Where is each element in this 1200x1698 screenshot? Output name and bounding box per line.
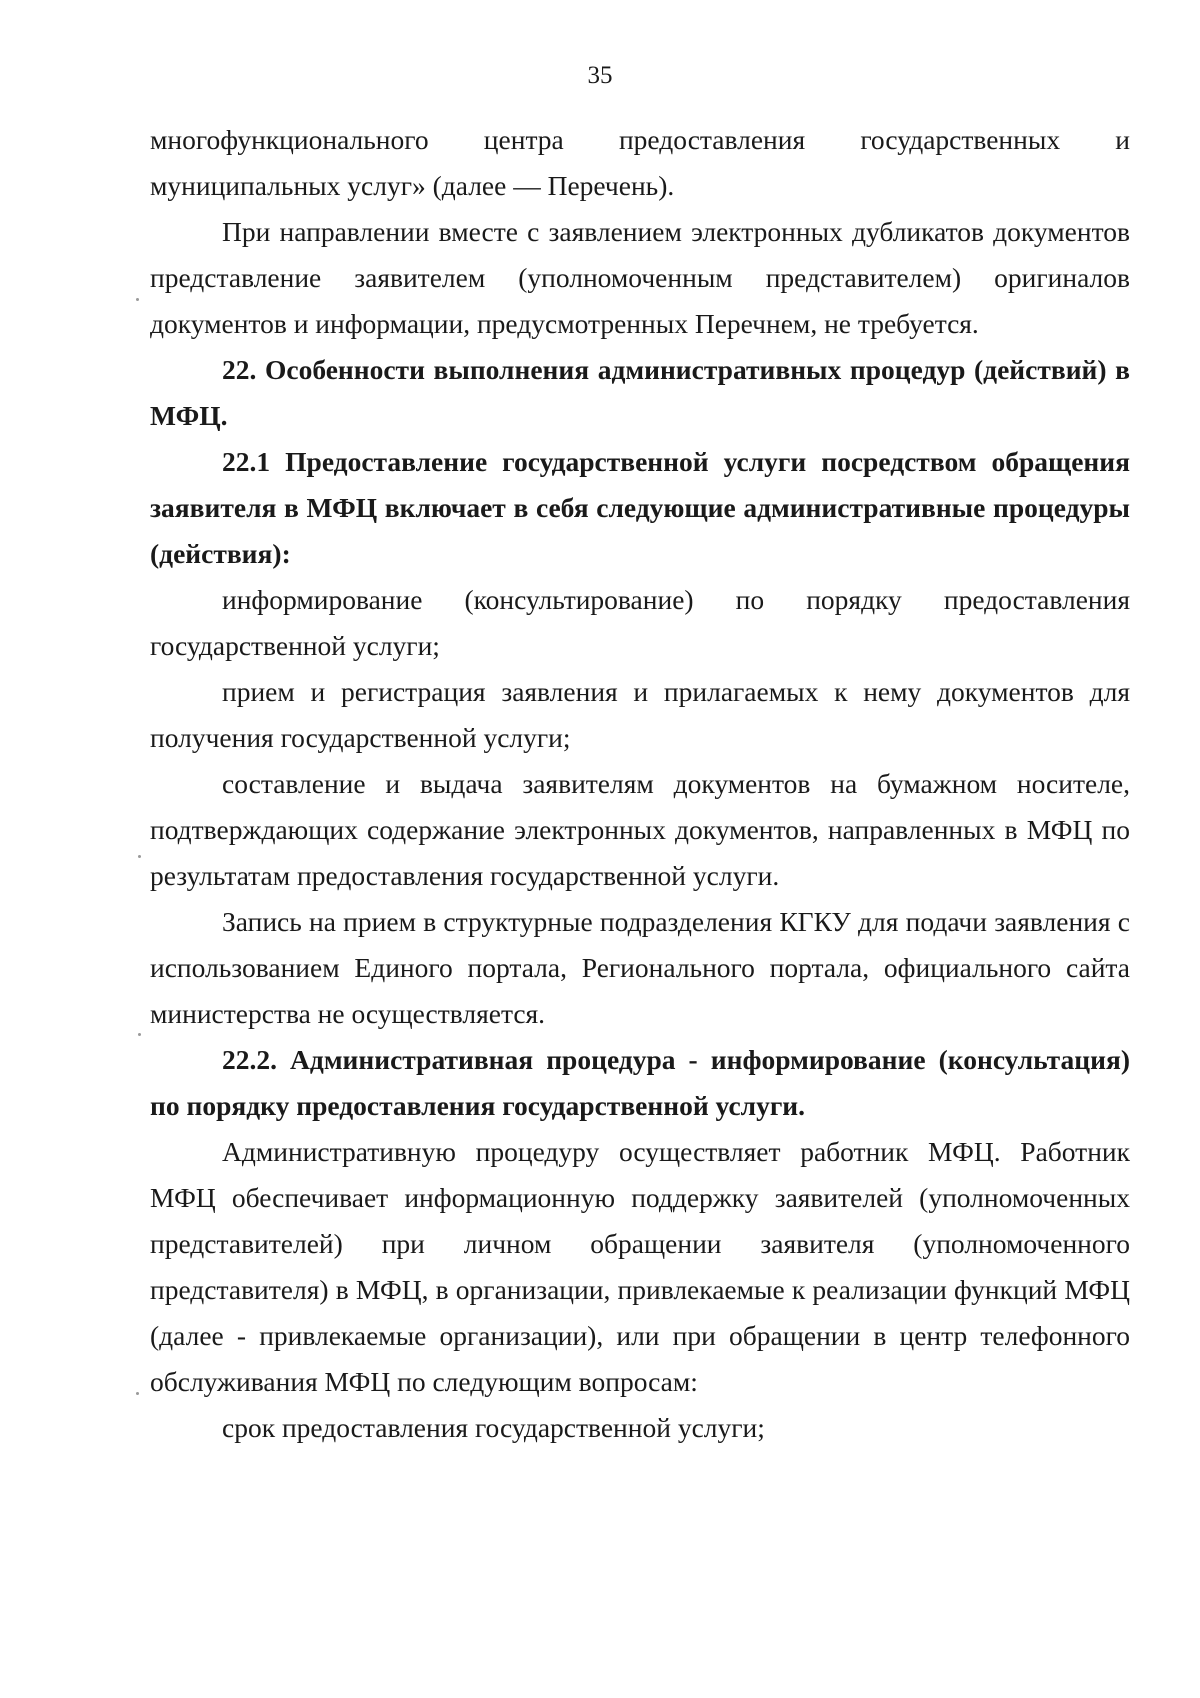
scan-speck bbox=[136, 298, 139, 301]
scan-speck bbox=[136, 1392, 139, 1395]
list-item-term: срок предоставления государственной услуги; bbox=[222, 1412, 765, 1443]
paragraph-procedure: Административную процедуру осуществляет работник МФЦ. Работник МФЦ обеспечивает информационную поддержку заявителей (уполномоченных представителей) при личном обращении заявителя (уполномоченного представителя) в МФЦ, в организации, привлекаемые к реализации функций МФЦ (далее - привлекаемые организации), или при обращении в центр телефонного обслуживания МФЦ по следующим вопросам: bbox=[150, 1136, 1130, 1397]
section-heading-22-2: 22.2. Административная процедура - информирование (консультация) по порядку предоставления государственной услуги. bbox=[150, 1044, 1130, 1121]
paragraph-continuation: многофункционального центра предоставления государственных и муниципальных услуг» (далее — Перечень). bbox=[150, 124, 1130, 201]
paragraph-appointment: Запись на прием в структурные подразделения КГКУ для подачи заявления с использованием Единого портала, Регионального портала, официального сайта министерства не осуществляется. bbox=[150, 906, 1130, 1029]
page-number: 35 bbox=[587, 62, 613, 89]
list-item-reception: прием и регистрация заявления и прилагаемых к нему документов для получения государственной услуги; bbox=[150, 676, 1130, 753]
paragraph-duplicates: При направлении вместе с заявлением электронных дубликатов документов представление заявителем (уполномоченным представителем) оригиналов документов и информации, предусмотренных Перечнем, не требуется. bbox=[150, 216, 1130, 339]
list-item-informing: информирование (консультирование) по порядку предоставления государственной услуги; bbox=[150, 584, 1130, 661]
section-heading-22-1: 22.1 Предоставление государственной услуги посредством обращения заявителя в МФЦ включает в себя следующие административные процедуры (действия): bbox=[150, 446, 1130, 569]
list-item-issuance: составление и выдача заявителям документов на бумажном носителе, подтверждающих содержание электронных документов, направленных в МФЦ по результатам предоставления государственной услуги. bbox=[150, 768, 1130, 891]
scan-speck bbox=[138, 1033, 141, 1036]
scan-speck bbox=[138, 855, 141, 858]
document-body bbox=[150, 117, 1130, 1451]
section-heading-22: 22. Особенности выполнения административных процедур (действий) в МФЦ. bbox=[150, 354, 1130, 431]
